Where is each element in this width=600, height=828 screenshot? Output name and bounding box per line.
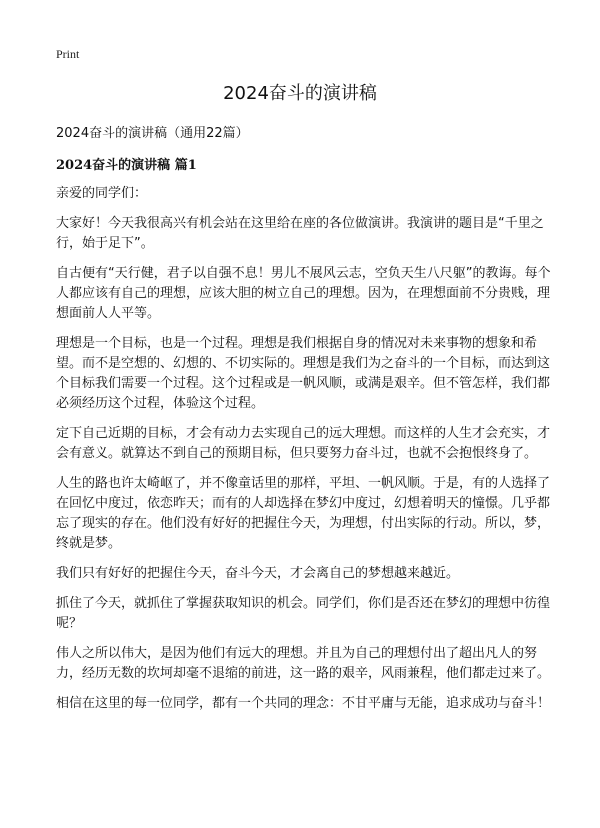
paragraph: 人生的路也许太崎岖了，并不像童话里的那样，平坦、一帆风顺。于是，有的人选择了在回忆中度过，依恋昨天；而有的人却选择在梦幻中度过，幻想着明天的憧憬。几乎都忘了现实的存在。他们没有好好的把握住今天，为理想，付出实际的行动。所以，梦，终就是梦。 bbox=[56, 476, 551, 551]
document-subtitle: 2024奋斗的演讲稿（通用22篇） bbox=[56, 126, 249, 141]
paragraph: 理想是一个目标，也是一个过程。理想是我们根据自身的情况对未来事物的想象和希望。而不是空想的、幻想的、不切实际的。理想是我们为之奋斗的一个目标，而达到这个目标我们需要一个过程。这个过程或是一帆风顺，或满是艰辛。但不管怎样，我们都必须经历这个过程，体验这个过程。 bbox=[56, 336, 551, 411]
page-title: 2024奋斗的演讲稿 bbox=[223, 83, 377, 104]
paragraph: 大家好！今天我很高兴有机会站在这里给在座的各位做演讲。我演讲的题目是“千里之行，始于足下”。 bbox=[56, 216, 544, 251]
paragraph: 定下自己近期的目标，才会有动力去实现自己的远大理想。而这样的人生才会充实，才会有意义。就算达不到自己的预期目标，但只要努力奋斗过，也就不会抱恨终身了。 bbox=[56, 426, 551, 461]
paragraph-greeting: 亲爱的同学们： bbox=[56, 186, 148, 201]
paragraph: 相信在这里的每一位同学，都有一个共同的理念：不甘平庸与无能，追求成功与奋斗！ bbox=[56, 696, 551, 711]
print-label: Print bbox=[56, 47, 80, 61]
paragraph: 我们只有好好的把握住今天，奋斗今天，才会离自己的梦想越来越近。 bbox=[56, 566, 460, 581]
section-heading: 2024奋斗的演讲稿 篇1 bbox=[56, 158, 197, 173]
paragraph: 伟人之所以伟大，是因为他们有远大的理想。并且为自己的理想付出了超出凡人的努力，经历无数的坎坷却毫不退缩的前进，这一路的艰辛，风雨兼程，他们都走过来了。 bbox=[56, 646, 551, 681]
paragraph: 自古便有“天行健，君子以自强不息！男儿不展风云志，空负天生八尺躯”的教诲。每个人都应该有自己的理想，应该大胆的树立自己的理想。因为，在理想面前不分贵贱，理想面前人人平等。 bbox=[56, 266, 551, 321]
paragraph: 抓住了今天，就抓住了掌握获取知识的机会。同学们，你们是否还在梦幻的理想中彷徨呢？ bbox=[56, 596, 551, 631]
document-body bbox=[56, 124, 556, 724]
